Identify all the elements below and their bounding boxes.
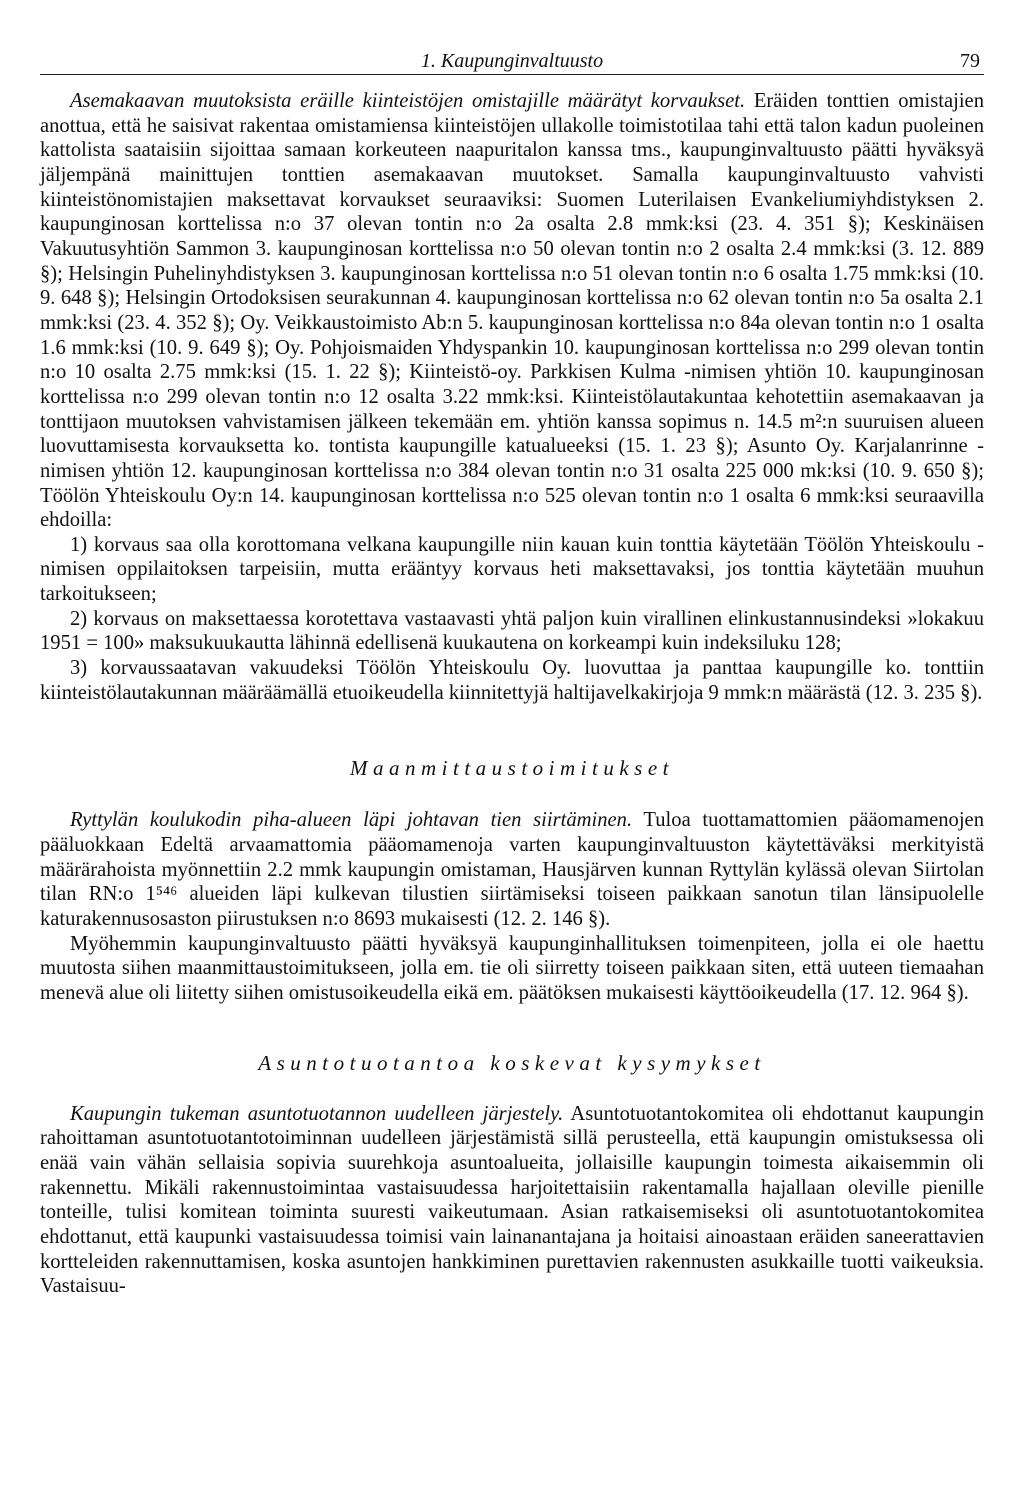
running-title: 1. Kaupunginvaltuusto bbox=[420, 50, 604, 72]
asunto-paragraph bbox=[40, 1102, 984, 1299]
document-page bbox=[40, 0, 984, 1299]
page-number: 79 bbox=[960, 50, 980, 72]
condition-3: 3) korvaussaatavan vakuudeksi Töölön Yhteiskoulu Oy. luovuttaa ja panttaa kaupungille ko. tonttiin kiinteistölautakunnan määräämällä etuoikeudella kiinnitettyjä haltijavelkakirjoja 9 mmk:n määrästä (12. 3. 235 §). bbox=[40, 657, 984, 704]
section-heading-maanmittaus: Maanmittaustoimitukset bbox=[350, 756, 674, 781]
page-header bbox=[40, 0, 984, 75]
maanmittaus-paragraph bbox=[40, 808, 984, 931]
section-asunto bbox=[40, 1102, 984, 1299]
maanmittaus-body: Tuloa tuottamattomien pääomamenojen pääluokkaan Edeltä arvaamattomia pääomamenoja varten kaupunginvaltuuston käytettäväksi merkityistä määrärahoista myönnettiin 2.2 mmk kaupungin omistaman, Hausjärven kunnan Ryttylän kylässä olevan Siirtolan tilan RN:o 1⁵⁴⁶ alueiden läpi kulkevan tilustien siirtämiseksi toiseen paikkaan sanotun tilan länsipuolelle katurakennusosaston piirustuksen n:o 8693 mukaisesti (12. 2. 146 §). bbox=[40, 809, 984, 931]
asunto-body: Asuntotuotantokomitea oli ehdottanut kaupungin rahoittaman asuntotuotantotoiminnan uudelleen järjestämistä sillä perusteella, että kaupungin omistuksessa oli enää vain vähän sellaisia sopivia suurehkoja asuntoalueita, jollaisille kaupungin toimesta aikaisemmin oli rakennettu. Mikäli rakennustoimintaa vastaisuudessa harjoitettaisiin rakentamalla hajallaan oleville pienille tonteille, tulisi komitean toiminta suuresti vaikeutumaan. Asian ratkaisemiseksi oli asuntotuotantokomitea ehdottanut, että kaupunki vastaisuudessa toimisi vain lainanantajana ja hoitaisi ainoastaan eräiden saneerattavien kortteleiden rakennuttamisen, koska asuntojen hankkiminen purettavien rakennusten asukkaille tuotti vaikeuksia. Vastaisuu- bbox=[40, 1102, 984, 1298]
section-intro bbox=[40, 89, 984, 705]
maanmittaus-paragraph-2: Myöhemmin kaupunginvaltuusto päätti hyväksyä kaupunginhallituksen toimenpiteen, jolla ei ole haettu muutosta siihen maanmittaustoimitukseen, jolla em. tie oli siirretty toiseen paikkaan siten, että uuteen tiemaahan menevä alue oli liitetty siihen omistusoikeudella eikä em. päätöksen mukaisesti käyttöoikeudella (17. 12. 964 §). bbox=[40, 932, 984, 1004]
intro-body: Eräiden tonttien omistajien anottua, että he saisivat rakentaa omistamiensa kiinteistöjen ullakolle toimistotilaa tahi että talon kadun puoleinen kattolista saataisiin sijoittaa samaan korkeuteen naapuritalon kanssa tms., kaupunginvaltuusto päätti hyväksyä jäljempänä mainittujen tonttien asemakaavan muutokset. Samalla kaupunginvaltuusto vahvisti kiinteistönomistajien maksettavat korvaukset seuraaviksi: Suomen Luterilaisen Evankeliumiyhdistyksen 2. kaupunginosan korttelissa n:o 37 olevan tontin n:o 2a osalta 2.8 mmk:ksi (23. 4. 351 §); Keskinäisen Vakuutusyhtiön Sammon 3. kaupunginosan korttelissa n:o 50 olevan tontin n:o 2 osalta 2.4 mmk:ksi (3. 12. 889 §); Helsingin Puhelinyhdistyksen 3. kaupunginosan korttelissa n:o 51 olevan tontin n:o 6 osalta 1.75 mmk:ksi (10. 9. 648 §); Helsingin Ortodoksisen seurakunnan 4. kaupunginosan korttelissa n:o 62 olevan tontin n:o 5a osalta 2.1 mmk:ksi (23. 4. 352 §); Oy. Veikkaustoimisto Ab:n 5. kaupunginosan korttelissa n:o 84a olevan tontin n:o 1 osalta 1.6 mmk:ksi (10. 9. 649 §); Oy. Pohjoismaiden Yhdyspankin 10. kaupunginosan korttelissa n:o 299 olevan tontin n:o 10 osalta 2.75 mmk:ksi (15. 1. 22 §); Kiinteistö-oy. Parkkisen Kulma -nimisen yhtiön 10. kaupunginosan korttelissa n:o 299 olevan tontin n:o 12 osalta 3.22 mmk:ksi. Kiinteistölautakuntaa kehotettiin asemakaavan ja tonttijaon muutoksen vahvistamisen jälkeen tekemään em. yhtiön kanssa sopimus n. 14.5 m²:n suuruisen alueen luovuttamisesta korvauksetta ko. tontista kaupungille katualueeksi (15. 1. 23 §); Asunto Oy. Karjalanrinne -nimisen yhtiön 12. kaupunginosan korttelissa n:o 384 olevan tontin n:o 31 osalta 225 000 mk:ksi (10. 9. 650 §); Töölön Yhteiskoulu Oy:n 14. kaupunginosan korttelissa n:o 525 olevan tontin n:o 1 osalta 6 mmk:ksi seuraavilla ehdoilla: bbox=[40, 90, 984, 532]
section-heading-asunto: Asuntotuotantoa koskevat kysymykset bbox=[258, 1050, 766, 1075]
section-maanmittaus bbox=[40, 808, 984, 1005]
intro-paragraph bbox=[40, 89, 984, 533]
maanmittaus-lead: Ryttylän koulukodin piha-alueen läpi johtavan tien siirtäminen. bbox=[70, 809, 633, 832]
asunto-lead: Kaupungin tukeman asuntotuotannon uudelleen järjestely. bbox=[70, 1102, 564, 1125]
intro-lead: Asemakaavan muutoksista eräille kiinteistöjen omistajille määrätyt korvaukset. bbox=[70, 90, 746, 112]
condition-2: 2) korvaus on maksettaessa korotettava vastaavasti yhtä paljon kuin virallinen elinkustannusindeksi »lokakuu 1951 = 100» maksukuukautta lähinnä edellisenä kuukautena on korkeampi kuin indeksiluku 128; bbox=[40, 607, 984, 655]
condition-1: 1) korvaus saa olla korottomana velkana kaupungille niin kauan kuin tonttia käytetään Töölön Yhteiskoulu -nimisen oppilaitoksen tarpeisiin, mutta erääntyy korvaus heti maksettavaksi, jos tonttia käytetään muuhun tarkoitukseen; bbox=[40, 533, 984, 606]
